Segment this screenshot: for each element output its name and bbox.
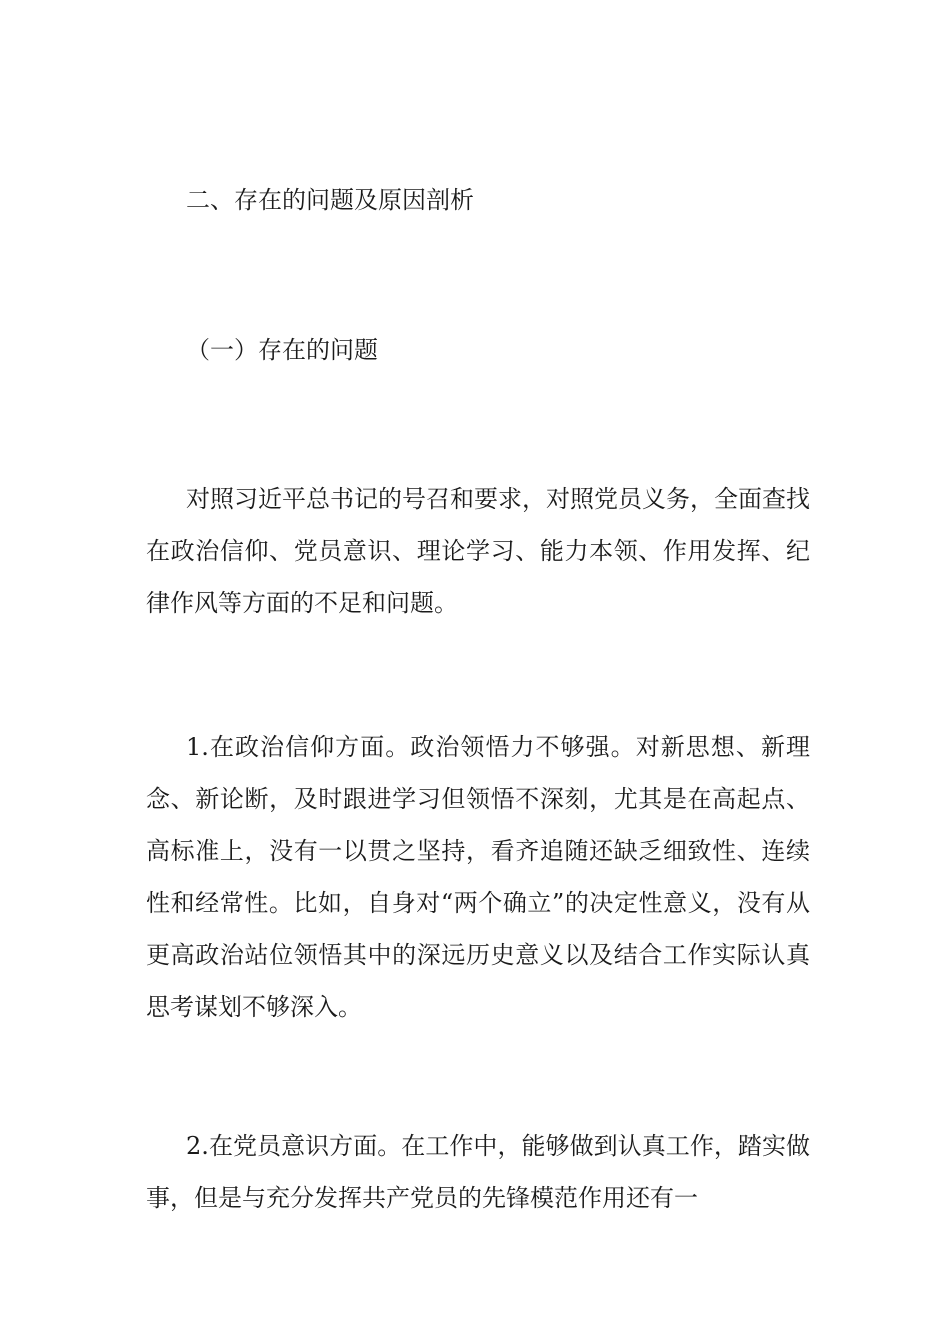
intro-paragraph: 对照习近平总书记的号召和要求，对照党员义务，全面查找在政治信仰、党员意识、理论学习、能力本领、作用发挥、纪律作风等方面的不足和问题。 [146,485,810,617]
subsection-heading: （一）存在的问题 [186,336,378,364]
section-heading: 二、存在的问题及原因剖析 [186,186,474,214]
item-1-paragraph: 1.在政治信仰方面。政治领悟力不够强。对新思想、新理念、新论断，及时跟进学习但领悟不深刻，尤其是在高起点、高标准上，没有一以贯之坚持，看齐追随还缺乏细致性、连续性和经常性。比如，自身对“两个确立”的决定性意义，没有从更高政治站位领悟其中的深远历史意义以及结合工作实际认真思考谋划不够深入。 [146,733,810,1021]
item-2-paragraph: 2.在党员意识方面。在工作中，能够做到认真工作，踏实做事，但是与充分发挥共产党员的先锋模范作用还有一 [146,1132,810,1212]
